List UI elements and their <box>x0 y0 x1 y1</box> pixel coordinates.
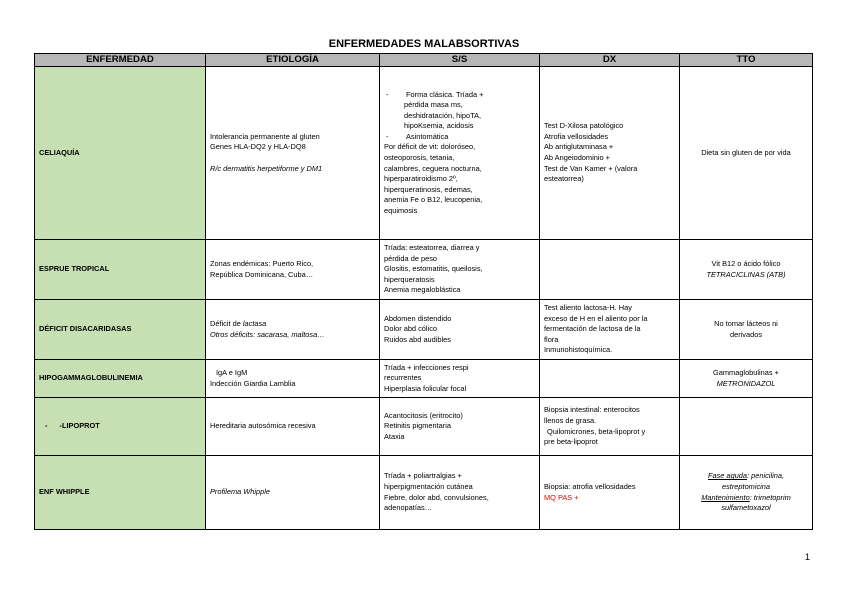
etiology-cell: Profilema Whipple <box>206 456 380 530</box>
diagnosis-cell <box>540 360 680 398</box>
etiology-cell: Déficit de lactasa Otros déficits: sacarasa, maltosa… <box>206 300 380 360</box>
header-enfermedad: ENFERMEDAD <box>35 54 206 67</box>
header-dx: DX <box>540 54 680 67</box>
table-row <box>35 456 813 530</box>
treatment-cell <box>680 398 813 456</box>
malabsorption-table <box>34 53 813 530</box>
page-title: ENFERMEDADES MALABSORTIVAS <box>328 38 520 50</box>
header-ss: S/S <box>380 54 540 67</box>
header-tto: TTO <box>680 54 813 67</box>
disease-name: HIPOGAMMAGLOBULINEMIA <box>35 360 206 398</box>
treatment-cell: Dieta sin gluten de por vida <box>680 67 813 240</box>
diagnosis-cell: Test aliento lactosa-H. Hay exceso de H en el aliento por la fermentación de lactosa de la flora Inmunohistoquímica. <box>540 300 680 360</box>
treatment-cell: Fase aguda: penicilina, estreptomicina Mantenimiento: trimetoprim sulfametoxazol <box>680 456 813 530</box>
disease-name: ENF WHIPPLE <box>35 456 206 530</box>
symptoms-cell: Tríada + infecciones respi recurrentes Hiperplasia folicular focal <box>380 360 540 398</box>
etiology-cell: Intolerancia permanente al gluten Genes HLA-DQ2 y HLA-DQ8 R/c dermatitis herpetiforme y DM1 <box>206 67 380 240</box>
disease-name: - -LIPOPROT <box>35 398 206 456</box>
treatment-cell: Vit B12 o ácido fólico TETRACICLINAS (ATB) <box>680 240 813 300</box>
etiology-cell: IgA e IgM Indección Giardia Lamblia <box>206 360 380 398</box>
treatment-cell: No tomar lácteos ni derivados <box>680 300 813 360</box>
table-row <box>35 67 813 240</box>
page-number: 1 <box>805 552 811 562</box>
diagnosis-cell: Biopsia: atrofia vellosidades MQ PAS + <box>540 456 680 530</box>
etiology-cell: Zonas endémicas: Puerto Rico, República Dominicana, Cuba… <box>206 240 380 300</box>
disease-name: ESPRUE TROPICAL <box>35 240 206 300</box>
symptoms-cell: Acantocitosis (eritrocito) Retinitis pigmentaria Ataxia <box>380 398 540 456</box>
etiology-cell: Hereditaria autosómica recesiva <box>206 398 380 456</box>
table-row <box>35 240 813 300</box>
table-row <box>35 398 813 456</box>
symptoms-cell: Tríada + poliartralgias + hiperpigmentación cutánea Fiebre, dolor abd, convulsiones, adenopatías… <box>380 456 540 530</box>
disease-name: CELIAQUÍA <box>35 67 206 240</box>
symptoms-cell: Tríada: esteatorrea, diarrea y pérdida de peso Glositis, estomatitis, queilosis, hiperqueratosis Anemia megaloblástica <box>380 240 540 300</box>
header-row <box>35 54 813 67</box>
diagnosis-cell: Test D-Xilosa patológico Atrofia vellosidades Ab antiglutaminasa + Ab Angeiodominio + Test de Van Kamer + (valora esteatorrea) <box>540 67 680 240</box>
disease-name: DÉFICIT DISACARIDASAS <box>35 300 206 360</box>
table-row <box>35 300 813 360</box>
diagnosis-cell: Biopsia intestinal: enterocitos llenos de grasa. Quilomicrones, beta-lipoprot y pre beta-lipoprot <box>540 398 680 456</box>
diagnosis-cell <box>540 240 680 300</box>
table-row <box>35 360 813 398</box>
symptoms-cell: Abdomen distendido Dolor abd cólico Ruidos abd audibles <box>380 300 540 360</box>
header-etiologia: ETIOLOGÍA <box>206 54 380 67</box>
treatment-cell: Gammaglobulinas + METRONIDAZOL <box>680 360 813 398</box>
symptoms-cell: - Forma clásica. Tríada + pérdida masa ms, deshidratación, hipoTA, hipoKsemia, acidosis - Asintomática Por déficit de vit: doloróseo, osteoporosis, tetania, calambres, ceguera nocturna, hiperparatiroidismo 2º, hiperqueratinosis, edemas, anemia Fe o B12, leucopenia, equimosis <box>380 67 540 240</box>
